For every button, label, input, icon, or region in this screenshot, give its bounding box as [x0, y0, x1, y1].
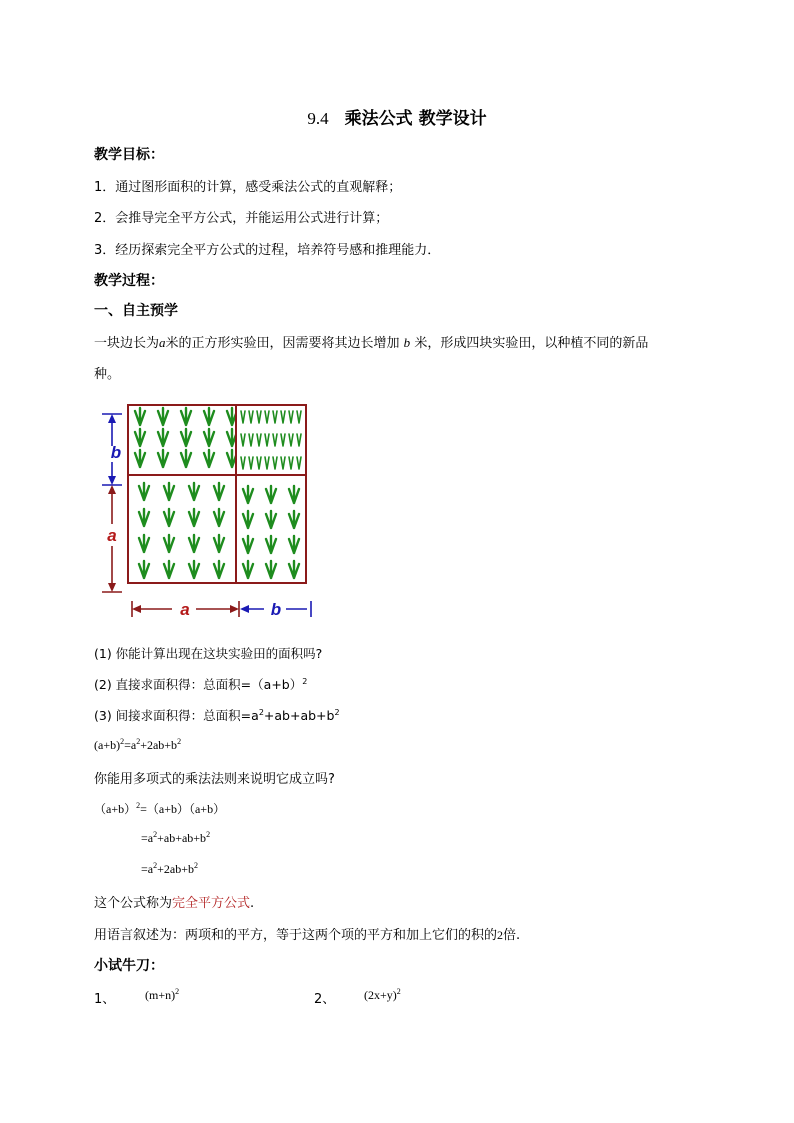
label-a-horizontal: a	[180, 600, 190, 619]
label-a-vertical: a	[107, 526, 117, 545]
question-1: (1) 你能计算出现在这块实验田的面积吗?	[94, 646, 323, 661]
identity-line: $(a+b)^2=a^2+2ab+b^2$	[94, 737, 182, 752]
exercise-1-number: 1、	[94, 992, 116, 1007]
exercise-1: $(m+n)^2$	[145, 987, 180, 1002]
section-heading: 一、自主预学	[94, 303, 178, 319]
label-b-horizontal: b	[270, 600, 282, 619]
conclusion: 这个公式称为完全平方公式.	[94, 896, 255, 911]
question-2: (2) 直接求面积得：总面积$=(a+b)^2$	[94, 677, 308, 692]
area-diagram	[94, 396, 324, 626]
exercise-2: $(2x+y)^2$	[364, 987, 401, 1002]
goal-item: 2．会推导完全平方公式，并能运用公式进行计算；	[94, 211, 389, 226]
question-ask: 你能用多项式的乘法法则来说明它成立吗?	[94, 772, 335, 787]
intro-paragraph: 一块边长为a米的正方形实验田，因需要将其边长增加 b 米，形成四块实验田，以种植不同的新品	[94, 335, 649, 351]
derivation-line-2: $=a^2+ab+ab+b^2$	[141, 830, 211, 845]
derivation-line-1: $(a+b)^2=(a+b)(a+b)$	[94, 801, 226, 816]
question-3: (3) 间接求面积得：总面积$=a^2+ab+ab+b^2$	[94, 708, 340, 723]
goals-heading: 教学目标：	[94, 147, 164, 163]
page-title: 9.4 乘法公式 教学设计	[307, 109, 487, 129]
formula-name: 完全平方公式	[172, 896, 251, 911]
verbal-statement: 用语言叙述为：两项和的平方，等于这两个项的平方和加上它们的积的2倍.	[94, 928, 521, 943]
exercise-2-number: 2、	[314, 992, 336, 1007]
process-heading: 教学过程：	[94, 273, 164, 289]
derivation-line-3: $=a^2+2ab+b^2$	[141, 861, 198, 876]
square-b2	[236, 405, 306, 475]
goal-item: 1．通过图形面积的计算，感受乘法公式的直观解释；	[94, 180, 402, 195]
goal-item: 3．经历探索完全平方公式的过程，培养符号感和推理能力．	[94, 243, 441, 258]
practice-heading: 小试牛刀：	[94, 958, 164, 974]
label-b-vertical: b	[110, 443, 122, 462]
intro-paragraph-cont: 种。	[94, 367, 121, 382]
